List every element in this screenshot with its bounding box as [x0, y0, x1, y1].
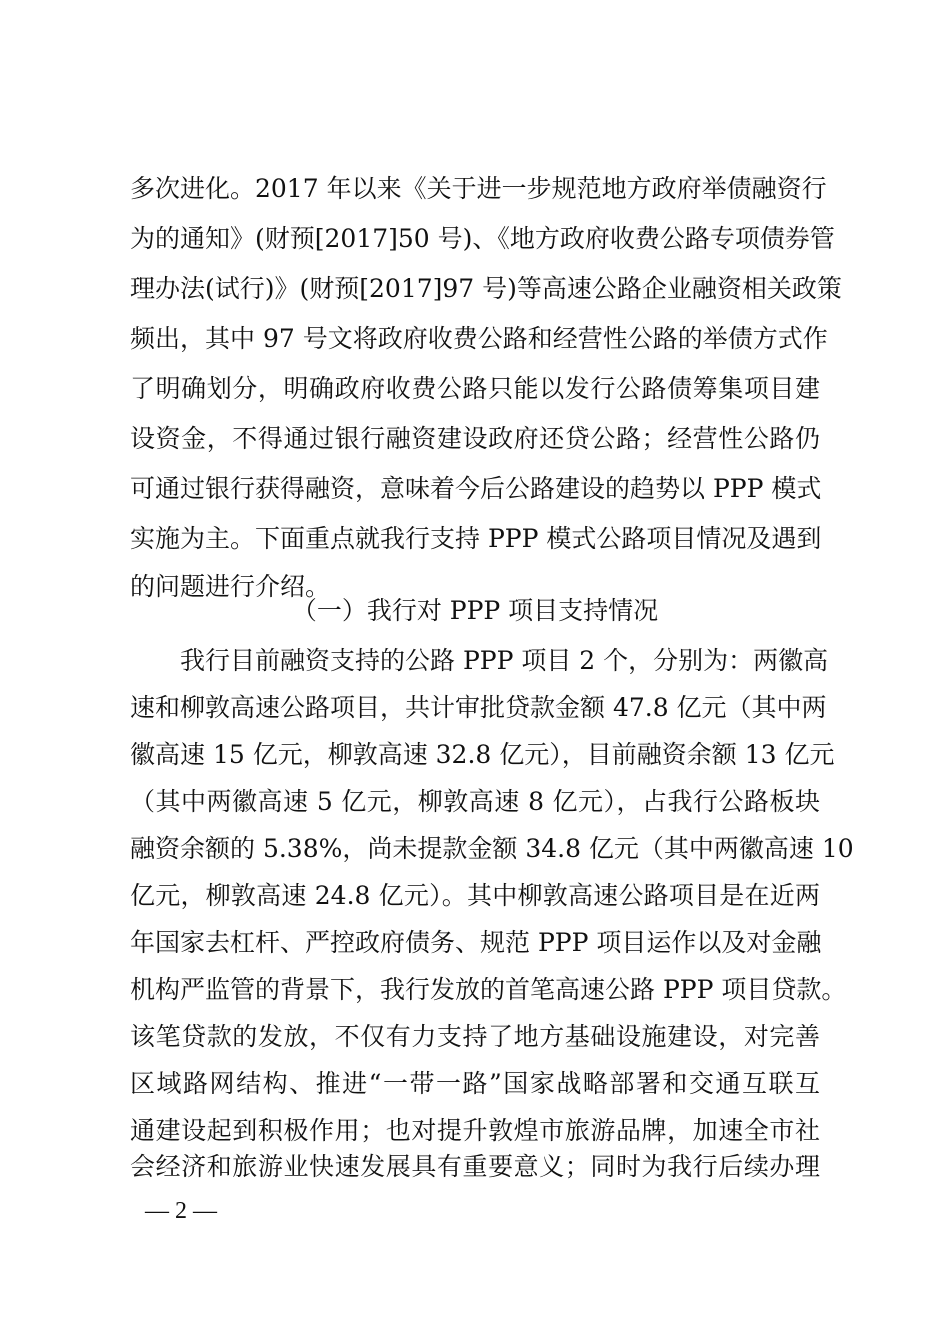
page-number: — 2 — — [145, 1198, 217, 1224]
body-text-line: 多次进化。2017 年以来《关于进一步规范地方政府举债融资行 — [130, 174, 827, 203]
section-heading: （一）我行对 PPP 项目支持情况 — [291, 596, 659, 625]
body-text-line: 通建设起到积极作用；也对提升敦煌市旅游品牌，加速全市社 — [130, 1116, 820, 1145]
body-text-line: 为的通知》(财预[2017]50 号)、《地方政府收费公路专项债券管 — [130, 224, 835, 253]
body-text-line: 会经济和旅游业快速发展具有重要意义；同时为我行后续办理 — [130, 1152, 820, 1181]
body-text-line: 设资金，不得通过银行融资建设政府还贷公路；经营性公路仍 — [130, 424, 820, 453]
body-text-line: 徽高速 15 亿元，柳敦高速 32.8 亿元），目前融资余额 13 亿元 — [130, 740, 835, 769]
body-text-line: 实施为主。下面重点就我行支持 PPP 模式公路项目情况及遇到 — [130, 524, 822, 553]
body-text-line: 区域路网结构、推进“一带一路”国家战略部署和交通互联互 — [130, 1069, 820, 1098]
body-text-line: 理办法(试行)》(财预[2017]97 号)等高速公路企业融资相关政策 — [130, 274, 842, 303]
body-text-line: 我行目前融资支持的公路 PPP 项目 2 个，分别为：两徽高 — [180, 646, 829, 675]
body-text-line: 速和柳敦高速公路项目，共计审批贷款金额 47.8 亿元（其中两 — [130, 693, 827, 722]
body-text-line: 亿元，柳敦高速 24.8 亿元）。其中柳敦高速公路项目是在近两 — [130, 881, 820, 910]
body-text-line: 机构严监管的背景下，我行发放的首笔高速公路 PPP 项目贷款。 — [130, 975, 847, 1004]
body-text-line: （其中两徽高速 5 亿元，柳敦高速 8 亿元），占我行公路板块 — [130, 787, 820, 816]
body-text-line: 融资余额的 5.38%，尚未提款金额 34.8 亿元（其中两徽高速 10 — [130, 834, 854, 863]
body-text-line: 可通过银行获得融资，意味着今后公路建设的趋势以 PPP 模式 — [130, 474, 822, 503]
body-text-line: 年国家去杠杆、严控政府债务、规范 PPP 项目运作以及对金融 — [130, 928, 822, 957]
body-text-line: 该笔贷款的发放，不仅有力支持了地方基础设施建设，对完善 — [130, 1022, 820, 1051]
body-text-line: 频出，其中 97 号文将政府收费公路和经营性公路的举债方式作 — [130, 324, 828, 353]
body-text-line: 了明确划分，明确政府收费公路只能以发行公路债筹集项目建 — [130, 374, 820, 403]
body-text-line: 的问题进行介绍。 — [130, 572, 331, 601]
